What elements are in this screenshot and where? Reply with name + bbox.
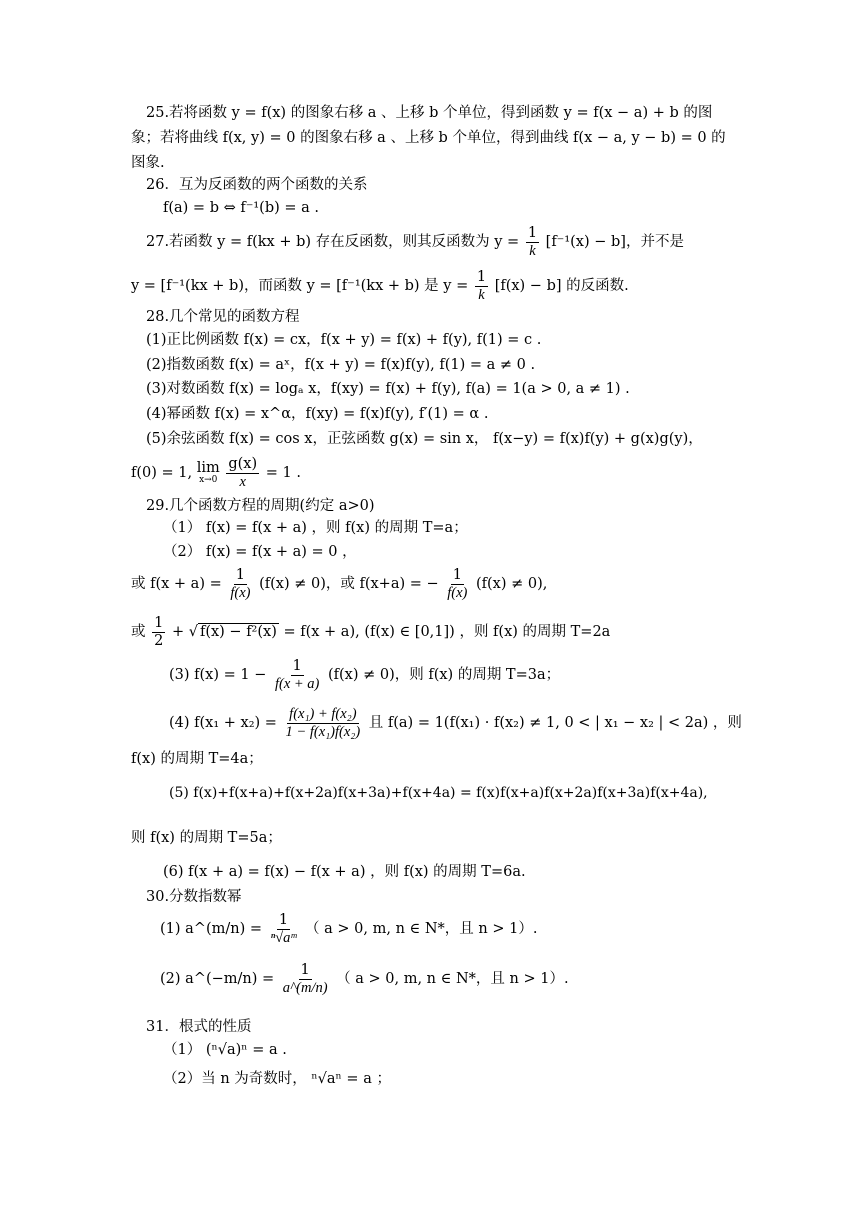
limit-operator xyxy=(197,461,220,485)
item-31-1: （1） (ⁿ√a)ⁿ = a . xyxy=(163,1042,287,1058)
fraction-denominator: f(x) xyxy=(447,584,468,601)
item-30-1 xyxy=(160,912,537,946)
fraction-numerator: 1 xyxy=(300,962,310,978)
text: (f(x) ≠ 0)，则 f(x) 的周期 T=3a； xyxy=(327,667,561,684)
text: (f(x) ≠ 0), xyxy=(475,576,548,593)
fraction-1-over-power xyxy=(281,962,330,996)
fraction-1-over-k-2 xyxy=(475,269,488,303)
fraction-denominator: 2 xyxy=(154,632,164,649)
limit-label: lim xyxy=(196,460,220,477)
item-30-heading: 30.分数指数幂 xyxy=(146,889,242,905)
item-29-heading: 29.几个函数方程的周期(约定 a>0) xyxy=(146,498,375,514)
fraction-denominator: ⁿ√aᵐ xyxy=(270,929,297,946)
fraction-denominator: f(x) xyxy=(230,584,251,601)
fraction-addition-formula xyxy=(284,706,363,740)
item-28-2: (2)指数函数 f(x) = aˣ，f(x + y) = f(x)f(y), f(1) = a ≠ 0 . xyxy=(146,357,536,373)
fraction-denominator: x xyxy=(239,473,246,490)
fraction-denominator: a^(m/n) xyxy=(282,979,328,996)
text: (2) a^(−m/n) = xyxy=(160,971,275,988)
item-27-text-b: [f⁻¹(x) − b]，并不是 xyxy=(545,234,684,251)
fraction-1-over-k xyxy=(526,225,539,259)
item-29-2-alt-1 xyxy=(131,567,547,601)
text: (4) f(x₁ + x₂) = xyxy=(169,715,277,732)
text: （ a > 0, m, n ∈ N*，且 n > 1）. xyxy=(336,971,569,988)
fraction-numerator: 1 xyxy=(278,912,289,928)
fraction-numerator: f(x₁) + f(x₂) xyxy=(289,706,357,722)
fraction-1-over-root xyxy=(269,912,299,946)
text: = f(x + a), (f(x) ∈ [0,1]) ，则 f(x) 的周期 T=2a xyxy=(283,624,611,641)
item-29-4-cont: f(x) 的周期 T=4a； xyxy=(131,751,263,767)
item-29-2: （2） f(x) = f(x + a) = 0 ， xyxy=(163,544,357,560)
fraction-numerator: g(x) xyxy=(228,456,258,472)
fraction-numerator: 1 xyxy=(527,225,538,241)
limit-subscript: x→0 xyxy=(199,474,218,485)
text: (1) a^(m/n) = xyxy=(160,921,262,938)
item-29-5: (5) f(x)+f(x+a)+f(x+2a)f(x+3a)+f(x+4a) = f(x)f(x+a)f(x+2a)f(x+3a)f(x+4a), xyxy=(169,785,708,801)
item-28-5: (5)余弦函数 f(x) = cos x，正弦函数 g(x) = sin x， f(x−y) = f(x)f(y) + g(x)g(y)， xyxy=(146,431,703,447)
fraction-denominator: k xyxy=(478,286,485,303)
fraction-1-over-2 xyxy=(152,615,165,649)
sqrt-radicand: f(x) − f²(x) xyxy=(199,624,277,641)
text: 或 xyxy=(131,624,146,641)
item-28-3: (3)对数函数 f(x) = logₐ x，f(xy) = f(x) + f(y), f(a) = 1(a > 0, a ≠ 1) . xyxy=(146,381,630,397)
fraction-numerator: 1 xyxy=(292,658,302,674)
item-29-6: (6) f(x + a) = f(x) − f(x + a) ，则 f(x) 的周期 T=6a. xyxy=(163,864,526,880)
item-28-5-cont xyxy=(131,456,301,490)
item-25-line-3: 图象. xyxy=(131,155,165,171)
fraction-numerator: 1 xyxy=(476,269,487,285)
item-25-line-1: 25.若将函数 y = f(x) 的图象右移 a 、上移 b 个单位，得到函数 y = f(x − a) + b 的图 xyxy=(146,105,713,121)
text: 或 f(x + a) = xyxy=(131,576,222,593)
fraction-1-over-fx xyxy=(228,567,252,601)
item-26-formula: f(a) = b ⇔ f⁻¹(b) = a . xyxy=(163,200,320,216)
item-26-heading: 26．互为反函数的两个函数的关系 xyxy=(146,177,368,193)
sqrt-sign: √ xyxy=(188,624,198,641)
item-29-3 xyxy=(169,658,560,692)
item-29-2-alt-2 xyxy=(131,615,610,649)
fraction-numerator: 1 xyxy=(452,567,462,583)
fraction-numerator: 1 xyxy=(235,567,246,583)
fraction-denominator: 1 − f(x₁)f(x₂) xyxy=(285,723,361,740)
item-28-4: (4)幂函数 f(x) = x^α，f(xy) = f(x)f(y), f′(1) = α . xyxy=(146,406,489,422)
item-29-5-cont: 则 f(x) 的周期 T=5a； xyxy=(131,830,282,846)
item-27-line-1 xyxy=(146,225,684,259)
text: (3) f(x) = 1 − xyxy=(169,667,267,684)
fraction-1-over-fxa xyxy=(273,658,321,692)
fraction-numerator: 1 xyxy=(154,615,164,631)
item-28-1: (1)正比例函数 f(x) = cx，f(x + y) = f(x) + f(y), f(1) = c . xyxy=(146,332,542,348)
item-27-text-c: y = [f⁻¹(kx + b)，而函数 y = [f⁻¹(kx + b) 是 y = xyxy=(131,278,469,295)
text: + xyxy=(171,624,185,641)
item-28-heading: 28.几个常见的函数方程 xyxy=(146,309,300,325)
fraction-gx-over-x xyxy=(226,456,259,490)
item-28-5-text-a: f(0) = 1, xyxy=(131,465,193,482)
fraction-1-over-fx-2 xyxy=(445,567,469,601)
text: （ a > 0, m, n ∈ N*，且 n > 1）. xyxy=(305,921,538,938)
item-25-line-2: 象；若将曲线 f(x, y) = 0 的图象右移 a 、上移 b 个单位，得到曲线 f(x − a, y − b) = 0 的 xyxy=(131,130,726,146)
item-27-line-2 xyxy=(131,269,629,303)
item-29-1: （1） f(x) = f(x + a) ，则 f(x) 的周期 T=a； xyxy=(163,520,468,536)
item-31-2: （2）当 n 为奇数时， ⁿ√aⁿ = a ； xyxy=(163,1071,391,1087)
item-28-5-text-b: = 1 . xyxy=(265,465,301,482)
item-31-heading: 31．根式的性质 xyxy=(146,1019,252,1035)
item-27-text-d: [f(x) − b] 的反函数. xyxy=(494,278,629,295)
fraction-denominator: k xyxy=(529,242,536,259)
fraction-denominator: f(x + a) xyxy=(274,675,320,692)
item-27-text-a: 27.若函数 y = f(kx + b) 存在反函数，则其反函数为 y = xyxy=(146,234,520,251)
text: (f(x) ≠ 0)，或 f(x+a) = − xyxy=(259,576,439,593)
text: 且 f(a) = 1(f(x₁) · f(x₂) ≠ 1, 0 < | x₁ − x₂ | < 2a) ，则 xyxy=(368,715,742,732)
item-29-4 xyxy=(169,706,742,740)
item-30-2 xyxy=(160,962,569,996)
